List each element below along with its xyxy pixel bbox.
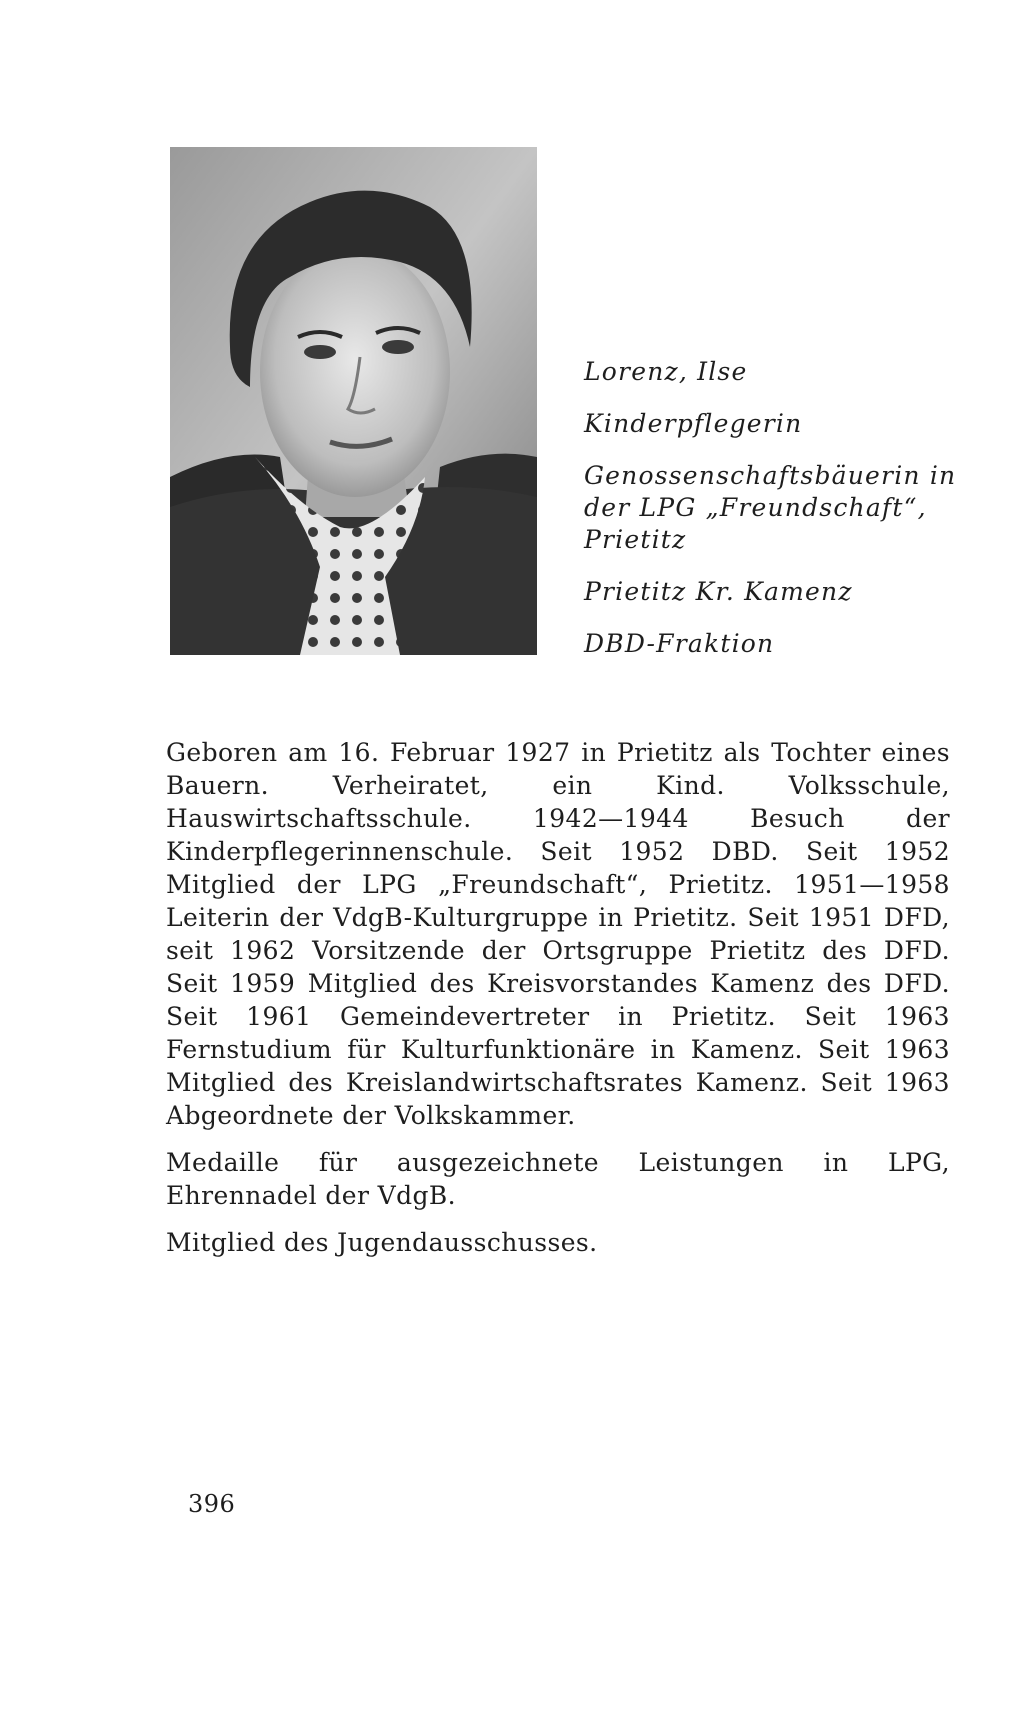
person-info-block <box>584 356 964 680</box>
person-profession: Kinderpflegerin <box>584 409 803 438</box>
person-residence: Prietitz Kr. Kamenz <box>584 577 853 606</box>
biography <box>166 736 950 1273</box>
biography-paragraph: Geboren am 16. Februar 1927 in Prietitz als Tochter eines Bauern. Verheiratet, ein Kind. Volksschule, Hauswirtschaftsschule. 1942—1944 Besuch der Kinderpflegerinnenschule. Seit 1952 DBD. Seit 1952 Mitglied der LPG „Freundschaft“, Prietitz. 1951—1958 Leiterin der VdgB-Kulturgruppe in Prietitz. Seit 1951 DFD, seit 1962 Vorsitzende der Ortsgruppe Prietitz des DFD. Seit 1959 Mitglied des Kreisvorstandes Kamenz des DFD. Seit 1961 Gemeindevertreter in Prietitz. Seit 1963 Fernstudium für Kulturfunktionäre in Kamenz. Seit 1963 Mitglied des Kreislandwirtschaftsrates Kamenz. Seit 1963 Abgeordnete der Volkskammer. <box>166 738 950 1130</box>
person-faction: DBD-Fraktion <box>584 629 775 658</box>
portrait-photo-icon <box>170 147 537 655</box>
biography-paragraph: Mitglied des Jugendausschusses. <box>166 1228 598 1257</box>
person-name: Lorenz, Ilse <box>584 357 748 386</box>
portrait-photo <box>170 147 537 655</box>
biography-paragraph: Medaille für ausgezeichnete Leistungen in LPG, Ehrennadel der VdgB. <box>166 1148 950 1210</box>
person-occupation: Genossenschaftsbäuerin in der LPG „Freundschaft“, Prietitz <box>584 461 957 554</box>
page-number: 396 <box>188 1490 236 1518</box>
